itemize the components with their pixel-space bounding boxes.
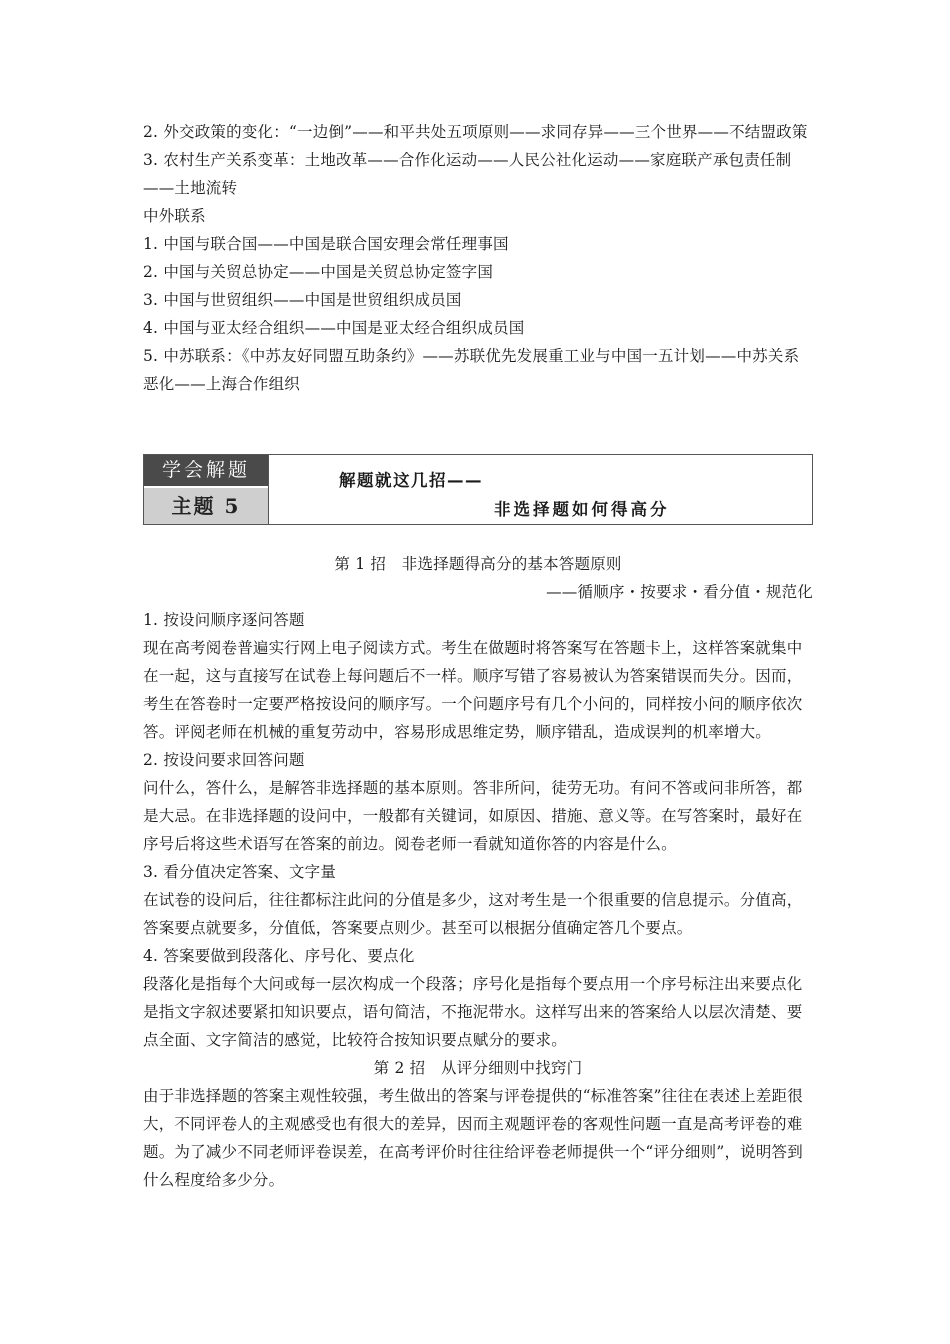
banner-divider	[268, 455, 269, 524]
history-summary-section	[143, 118, 813, 398]
banner-tag-top: 学会解题	[144, 455, 268, 486]
tip1-subheading: ——循顺序・按要求・看分值・规范化	[546, 583, 813, 601]
item3-body: 在试卷的设问后，往往都标注此问的分值是多少，这对考生是一个很重要的信息提示。分值高，答案要点就要多，分值低，答案要点则少。甚至可以根据分值确定答几个要点。	[143, 891, 803, 937]
sino-soviet-line: 5. 中苏联系：《中苏友好同盟互助条约》——苏联优先发展重工业与中国一五计划——中苏关系恶化——上海合作组织	[143, 347, 800, 393]
wto-line: 3. 中国与世贸组织——中国是世贸组织成员国	[143, 291, 462, 309]
section-heading-foreign-relations: 中外联系	[143, 207, 206, 225]
foreign-policy-line: 2. 外交政策的变化：“一边倒”——和平共处五项原则——求同存异——三个世界——不结盟政策	[143, 123, 808, 141]
answer-tips-section	[143, 550, 813, 1194]
item2-body: 问什么，答什么，是解答非选择题的基本原则。答非所问，徒劳无功。有问不答或问非所答，都是大忌。在非选择题的设问中，一般都有关键词，如原因、措施、意义等。在写答案时，最好在序号后将这些术语写在答案的前边。阅卷老师一看就知道你答的内容是什么。	[143, 779, 803, 853]
gatt-line: 2. 中国与关贸总协定——中国是关贸总协定签字国	[143, 263, 494, 281]
tip2-heading: 第 2 招 从评分细则中找窍门	[373, 1059, 583, 1077]
item1-body: 现在高考阅卷普遍实行网上电子阅读方式。考生在做题时将答案写在答题卡上，这样答案就集中在一起，这与直接写在试卷上每问题后不一样。顺序写错了容易被认为答案错误而失分。因而，考生在答卷时一定要严格按设问的顺序写。一个问题序号有几个小问的，同样按小问的顺序依次答。评阅老师在机械的重复劳动中，容易形成思维定势，顺序错乱，造成误判的机率增大。	[143, 639, 803, 741]
item5-body: 由于非选择题的答案主观性较强，考生做出的答案与评卷提供的“标准答案”往往在表述上差距很大，不同评卷人的主观感受也有很大的差异，因而主观题评卷的客观性问题一直是高考评卷的难题。为了减少不同老师评卷误差，在高考评价时往往给评卷老师提供一个“评分细则”，说明答到什么程度给多少分。	[143, 1087, 803, 1189]
tip1-heading: 第 1 招 非选择题得高分的基本答题原则	[334, 555, 622, 573]
topic-banner	[143, 454, 813, 525]
item3-title: 3. 看分值决定答案、文字量	[143, 863, 337, 881]
banner-title-line1: 解题就这几招——	[339, 471, 483, 490]
item4-body: 段落化是指每个大问或每一层次构成一个段落；序号化是指每个要点用一个序号标注出来要点化是指文字叙述要紧扣知识要点，语句简洁，不拖泥带水。这样写出来的答案给人以层次清楚、要点全面、文字简洁的感觉，比较符合按知识要点赋分的要求。	[143, 975, 803, 1049]
un-line: 1. 中国与联合国——中国是联合国安理会常任理事国	[143, 235, 509, 253]
apec-line: 4. 中国与亚太经合组织——中国是亚太经合组织成员国	[143, 319, 525, 337]
banner-tag-bottom: 主题 5	[144, 488, 268, 524]
item1-title: 1. 按设问顺序逐问答题	[143, 611, 305, 629]
banner-title-line2: 非选择题如何得高分	[494, 500, 670, 519]
item4-title: 4. 答案要做到段落化、序号化、要点化	[143, 947, 415, 965]
item2-title: 2. 按设问要求回答问题	[143, 751, 305, 769]
rural-reform-line: 3. 农村生产关系变革：土地改革——合作化运动——人民公社化运动——家庭联产承包责任制——土地流转	[143, 151, 792, 197]
